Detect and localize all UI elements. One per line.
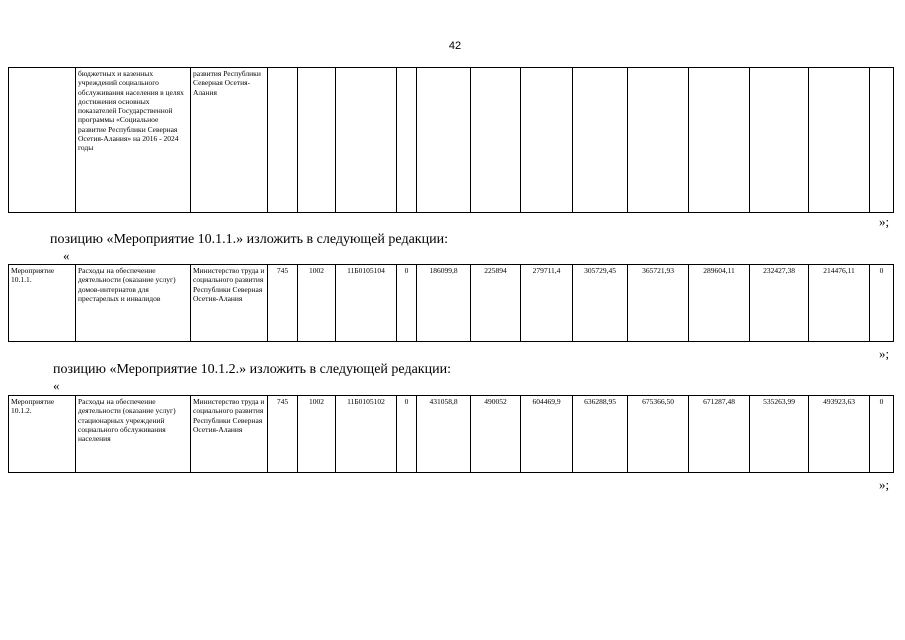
rzpr-cell: 1002 (298, 265, 336, 342)
table-row (9, 396, 894, 473)
measure-name-cell: Расходы на обеспечение деятельности (оказание услуг) домов-интернатов для престарелых и инвалидов (76, 265, 191, 342)
table-row (9, 265, 894, 342)
value-cell: 0 (870, 396, 894, 473)
table-measure-10-1-1 (8, 264, 894, 342)
value-cell: 214476,11 (809, 265, 870, 342)
measure-code-cell: Мероприятие 10.1.2. (9, 396, 76, 473)
value-cell: 305729,45 (573, 265, 628, 342)
value-cell: 493923,63 (809, 396, 870, 473)
value-cell: 490052 (471, 396, 521, 473)
opening-quote: « (63, 248, 70, 263)
value-cell: 671287,48 (689, 396, 750, 473)
opening-quote: « (53, 378, 60, 393)
section-heading: позицию «Мероприятие 10.1.1.» изложить в следующей редакции: (50, 232, 448, 247)
value-cell: 636288,95 (573, 396, 628, 473)
table-row (9, 68, 894, 213)
closing-quote: »; (879, 214, 890, 229)
value-cell: 279711,4 (521, 265, 573, 342)
value-cell: 225894 (471, 265, 521, 342)
csr-cell: 11Б0105104 (336, 265, 397, 342)
value-cell: 0 (870, 265, 894, 342)
closing-quote: »; (879, 346, 890, 361)
grbs-cell: 745 (268, 396, 298, 473)
measure-code-cell: Мероприятие 10.1.1. (9, 265, 76, 342)
value-cell: 365721,93 (628, 265, 689, 342)
executor-cell: Министерство труда и социального развития Республики Северная Осетия-Алания (191, 265, 268, 342)
rzpr-cell: 1002 (298, 396, 336, 473)
value-cell: 431058,8 (417, 396, 471, 473)
measure-name-cell: бюджетных и казенных учреждений социального обслуживания населения в целях достижения основных показателей Государственной программы «Социальное развитие Республики Северная Осетия-Алания» на 2016 - 2024 годы (76, 68, 191, 213)
section-heading: позицию «Мероприятие 10.1.2.» изложить в следующей редакции: (53, 362, 451, 377)
table-continuation (8, 67, 894, 213)
value-cell: 289604,11 (689, 265, 750, 342)
value-cell: 232427,38 (750, 265, 809, 342)
grbs-cell: 745 (268, 265, 298, 342)
closing-quote: »; (879, 477, 890, 492)
measure-name-cell: Расходы на обеспечение деятельности (оказание услуг) стационарных учреждений социального обслуживания населения (76, 396, 191, 473)
table-measure-10-1-2 (8, 395, 894, 473)
executor-cell: развития Республики Северная Осетия-Алания (191, 68, 268, 213)
value-cell: 604469,9 (521, 396, 573, 473)
page-number: 42 (448, 40, 462, 52)
value-cell: 675366,50 (628, 396, 689, 473)
executor-cell: Министерство труда и социального развития Республики Северная Осетия-Алания (191, 396, 268, 473)
value-cell: 535263,99 (750, 396, 809, 473)
csr-cell: 11Б0105102 (336, 396, 397, 473)
vr-cell: 0 (397, 265, 417, 342)
vr-cell: 0 (397, 396, 417, 473)
value-cell: 186099,8 (417, 265, 471, 342)
